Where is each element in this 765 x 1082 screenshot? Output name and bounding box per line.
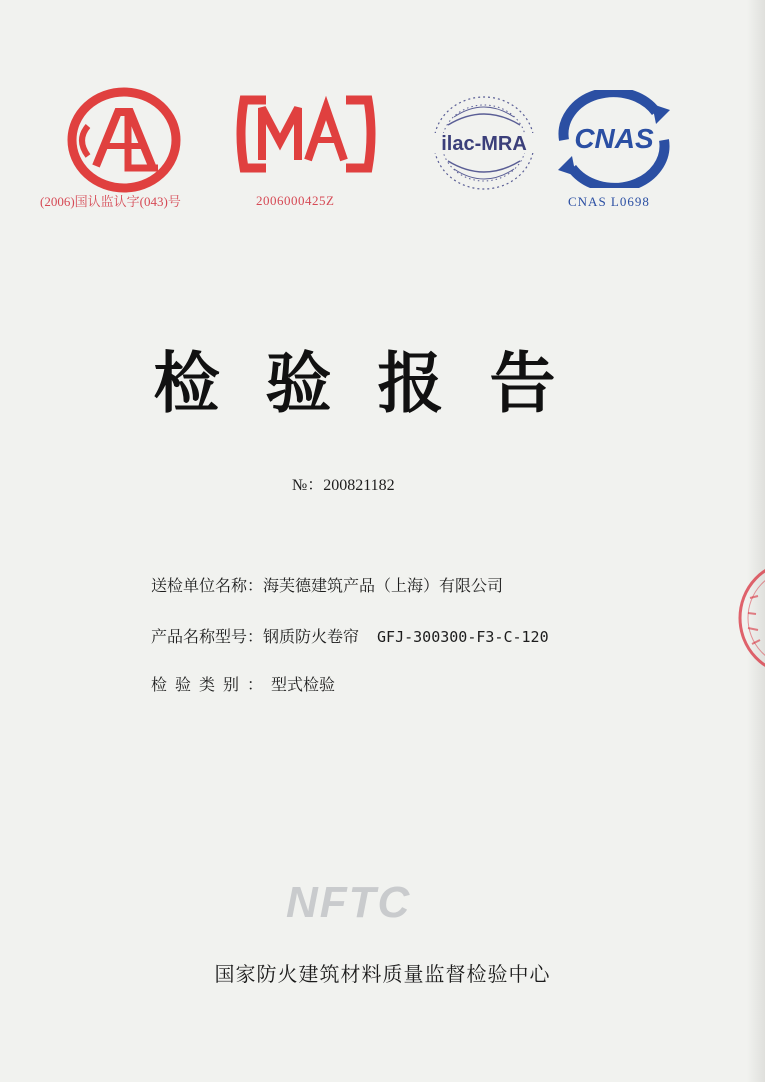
svg-text:ilac-MRA: ilac-MRA [441, 133, 527, 155]
issuing-authority: 国家防火建筑材料质量监督检验中心 [214, 962, 551, 986]
product-name-value: 钢质防火卷帘 [263, 627, 360, 646]
product-model-code: GFJ-300300-F3-C-120 [377, 628, 549, 646]
report-title: 检验报告 [153, 345, 602, 422]
nftc-watermark: NFTC [286, 878, 412, 927]
ilac-mra-logo-icon [428, 93, 540, 193]
inspection-type-label: 检验类别： [151, 675, 272, 694]
client-name-label: 送检单位名称： [151, 576, 264, 595]
cnas-logo-icon [552, 90, 676, 188]
svg-text:CNAS: CNAS [574, 123, 654, 154]
client-name-value: 海芙德建筑产品（上海）有限公司 [263, 576, 504, 595]
cal-accreditation-number: (2006)国认监认字(043)号 [40, 194, 181, 209]
product-model-field [151, 624, 549, 647]
product-model-label: 产品名称型号： [151, 627, 264, 646]
cal-logo-icon [66, 86, 182, 194]
scan-edge-shadow [747, 0, 765, 1082]
official-seal-icon [736, 558, 765, 678]
report-number: №：200821182 [292, 477, 395, 494]
inspection-type-field [151, 672, 335, 695]
cma-logo-icon [236, 94, 376, 174]
cma-certificate-number: 2006000425Z [256, 193, 335, 208]
cnas-registration-number: CNAS L0698 [568, 194, 650, 209]
client-name-field [151, 573, 503, 596]
inspection-type-value: 型式检验 [271, 675, 336, 694]
